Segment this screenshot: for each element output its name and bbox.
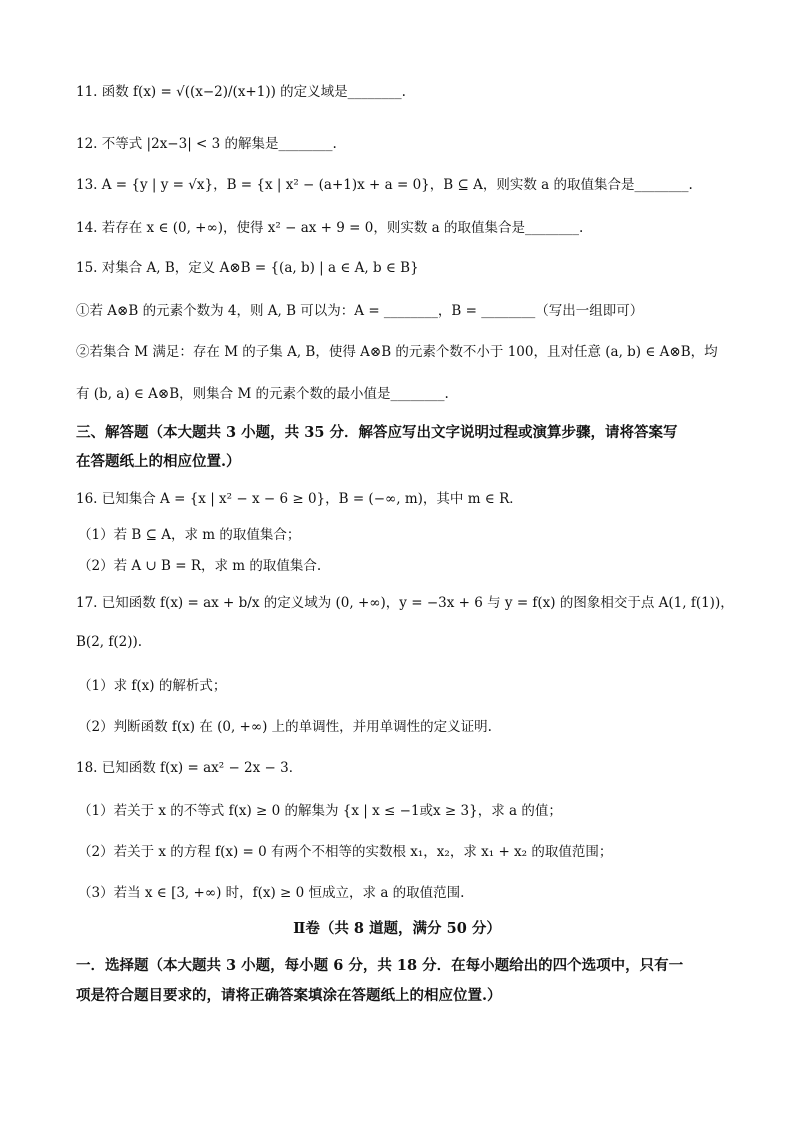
question-16-part-1: （1）若 B ⊆ A，求 m 的取值集合； (78, 527, 301, 543)
question-11: 11. 函数 f(x) = √((x−2)/(x+1)) 的定义域是________. (76, 84, 406, 100)
question-15-part-1: ①若 A⊗B 的元素个数为 4，则 A, B 可以为：A = ________，B = ________（写出一组即可） (76, 303, 644, 319)
question-12: 12. 不等式 |2x−3| < 3 的解集是________. (76, 136, 337, 152)
part-2-title: Ⅱ卷（共 8 道题，满分 50 分） (293, 920, 501, 937)
section-3-heading-line-1: 三、解答题（本大题共 3 小题，共 35 分．解答应写出文字说明过程或演算步骤，请将答案写 (76, 424, 678, 441)
question-15-part-2-line-2: 有 (b, a) ∈ A⊗B，则集合 M 的元素个数的最小值是________. (76, 386, 449, 402)
question-17-part-2: （2）判断函数 f(x) 在 (0, +∞) 上的单调性，并用单调性的定义证明. (78, 719, 492, 735)
question-15: 15. 对集合 A, B，定义 A⊗B = {(a, b) | a ∈ A, b ∈ B} (76, 260, 419, 276)
question-17-part-1: （1）求 f(x) 的解析式； (78, 678, 227, 694)
question-18: 18. 已知函数 f(x) = ax² − 2x − 3． (76, 760, 303, 776)
question-17-line-2: B(2, f(2)). (76, 634, 143, 650)
question-18-part-2: （2）若关于 x 的方程 f(x) = 0 有两个不相等的实数根 x₁，x₂，求 x₁ + x₂ 的取值范围； (78, 844, 613, 860)
section-3-heading-line-2: 在答题纸上的相应位置.） (76, 453, 241, 470)
question-16-part-2: （2）若 A ∪ B = R，求 m 的取值集合. (78, 558, 322, 574)
section-1-heading-line-1: 一．选择题（本大题共 3 小题，每小题 6 分，共 18 分．在每小题给出的四个选项中，只有一 (76, 957, 684, 974)
section-1-heading-line-2: 项是符合题目要求的，请将正确答案填涂在答题纸上的相应位置.） (76, 987, 502, 1004)
question-18-part-1: （1）若关于 x 的不等式 f(x) ≥ 0 的解集为 {x | x ≤ −1或x ≥ 3}，求 a 的值； (78, 803, 562, 819)
question-16: 16. 已知集合 A = {x | x² − x − 6 ≥ 0}，B = (−∞, m)，其中 m ∈ R． (76, 491, 523, 507)
question-17-line-1: 17. 已知函数 f(x) = ax + b/x 的定义域为 (0, +∞)，y = −3x + 6 与 y = f(x) 的图象相交于点 A(1, f(1))， (76, 595, 734, 611)
question-18-part-3: （3）若当 x ∈ [3, +∞) 时，f(x) ≥ 0 恒成立，求 a 的取值范围. (78, 885, 465, 901)
question-15-part-2-line-1: ②若集合 M 满足：存在 M 的子集 A, B，使得 A⊗B 的元素个数不小于 100，且对任意 (a, b) ∈ A⊗B，均 (76, 344, 718, 360)
question-14: 14. 若存在 x ∈ (0, +∞)，使得 x² − ax + 9 = 0，则实数 a 的取值集合是________. (76, 220, 584, 236)
question-13: 13. A = {y | y = √x}，B = {x | x² − (a+1)x + a = 0}，B ⊆ A，则实数 a 的取值集合是________. (76, 177, 693, 193)
